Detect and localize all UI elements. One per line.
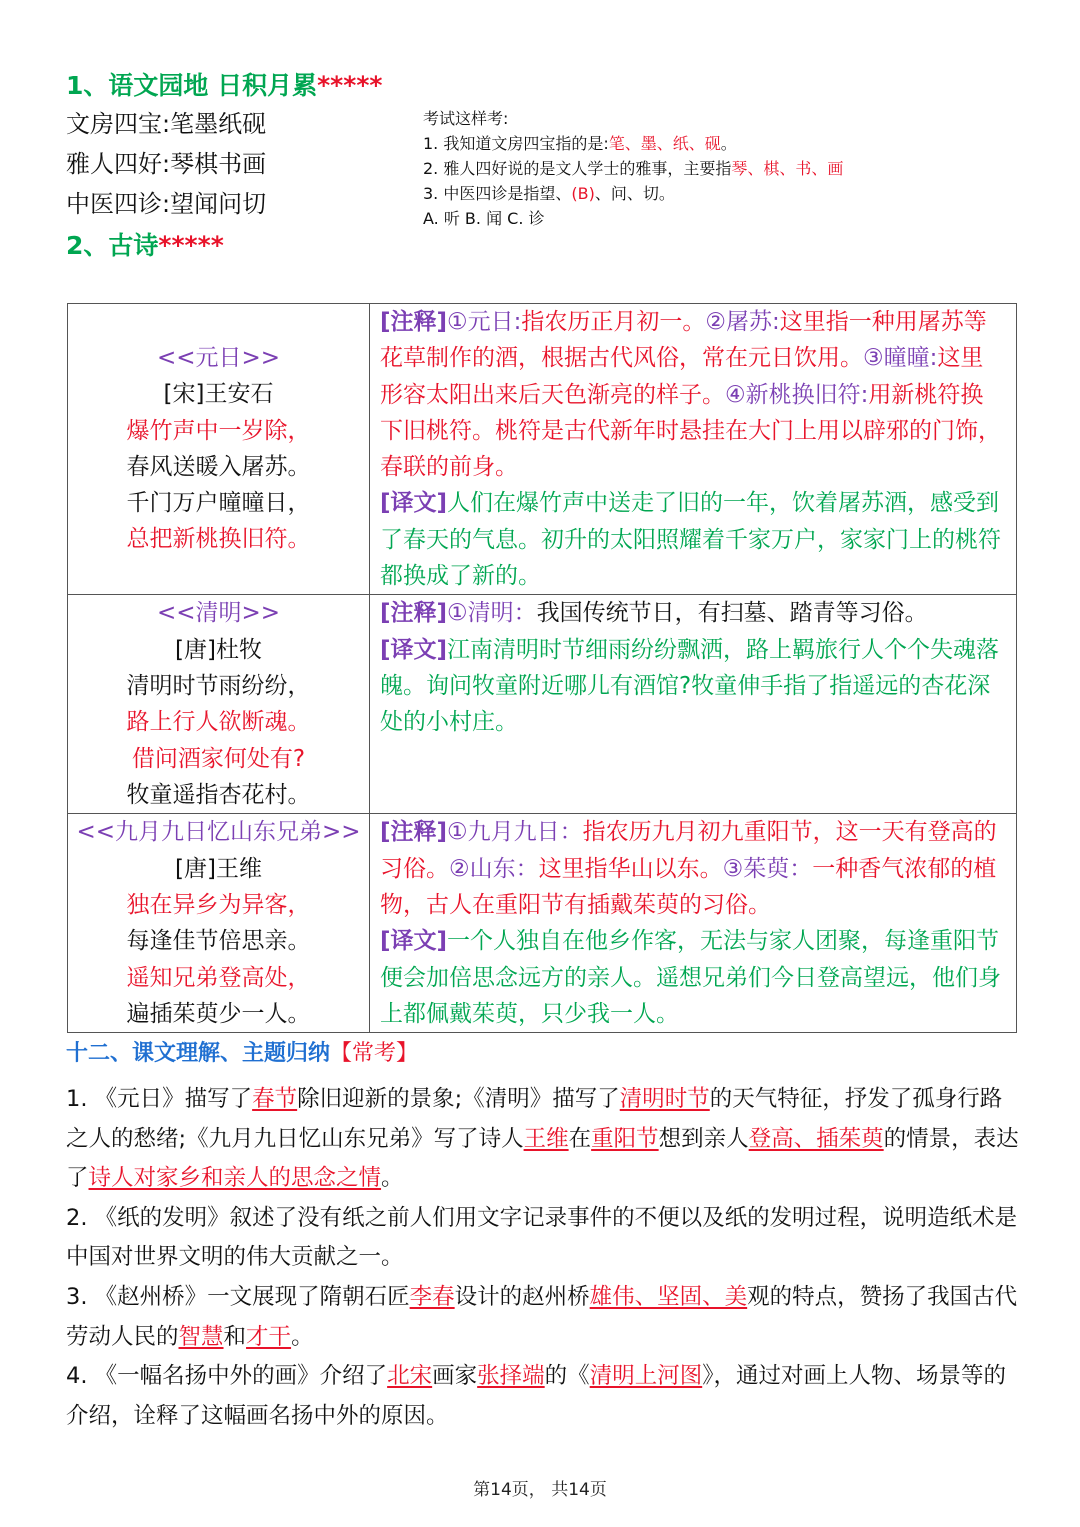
exam-question-1: 1. 我知道文房四宝指的是:笔、墨、纸、砚。 — [423, 134, 737, 153]
answer: 琴、棋、书、画 — [731, 159, 844, 178]
pair-item: 文房四宝:笔墨纸砚 — [66, 110, 267, 138]
annotation: [注释]①清明：我国传统节日，有扫墓、踏青等习俗。 — [380, 600, 928, 627]
summary-item: 1. 《元日》描写了春节除旧迎新的景象;《清明》描写了清明时节的天气特征，抒发了孤身行路之人的愁绪;《九月九日忆山东兄弟》写了诗人王维在重阳节想到亲人登高、插茱萸的情景，表达了诗人对家乡和亲人的思念之情。 — [66, 1086, 1019, 1192]
poem-text-cell — [68, 304, 370, 595]
importance-stars: ***** — [158, 231, 224, 260]
exam-box — [423, 106, 843, 231]
poem-title: <<元日>> — [156, 345, 281, 371]
translation: [译文]一个人独自在他乡作客，无法与家人团聚，每逢重阳节便会加倍思念远方的亲人。遥想兄弟们今日登高望远，他们身上都佩戴茱萸，只少我一人。 — [380, 928, 1001, 1027]
section-title-summary — [66, 1036, 418, 1067]
page-footer: 第14页， 共14页 — [473, 1480, 607, 1500]
poem-line: 牧童遥指杏花村。 — [126, 781, 311, 808]
summary-item: 3. 《赵州桥》一文展现了隋朝石匠李春设计的赵州桥雄伟、坚固、美观的特点，赞扬了我国古代劳动人民的智慧和才干。 — [66, 1283, 1018, 1350]
poem-line: 每逢佳节倍思亲。 — [126, 928, 311, 955]
section-title-text: 2、古诗 — [66, 231, 159, 260]
poem-text-cell — [68, 814, 370, 1033]
poem-author: [宋]王安石 — [163, 381, 274, 408]
poem-line: 独在异乡为异客， — [126, 891, 311, 918]
poem-title: <<清明>> — [156, 600, 281, 627]
poem-line: 千门万户曈曈日， — [126, 490, 311, 517]
poem-line: 借问酒家何处有? — [131, 745, 306, 772]
poem-notes-cell — [370, 304, 1017, 595]
poem-notes-cell — [370, 595, 1017, 814]
poem-title: <<九月九日忆山东兄弟>> — [76, 819, 361, 846]
table-row — [68, 814, 1017, 1033]
poem-line: 爆竹声中一岁除， — [126, 417, 311, 444]
poem-author: [唐]杜牧 — [175, 636, 262, 663]
answer: (B) — [571, 184, 595, 203]
summary-item: 2. 《纸的发明》叙述了没有纸之前人们用文字记录事件的不便以及纸的发明过程，说明造纸术是中国对世界文明的伟大贡献之一。 — [66, 1204, 1018, 1271]
frequent-tag: 【常考】 — [330, 1041, 419, 1066]
answer: 笔、墨、纸、砚 — [608, 134, 721, 153]
exam-question-3: 3. 中医四诊是指望、(B)、问、切。 — [423, 184, 675, 203]
pair-item: 雅人四好:琴棋书画 — [66, 150, 267, 178]
poems-table — [67, 303, 1017, 1033]
section-title-text: 十二、课文理解、主题归纳 — [66, 1041, 331, 1066]
exam-question-2: 2. 雅人四好说的是文人学士的雅事，主要指琴、棋、书、画 — [423, 159, 844, 178]
exam-options: A. 听 B. 闻 C. 诊 — [423, 209, 545, 228]
poem-author: [唐]王维 — [175, 855, 262, 882]
poem-notes-cell — [370, 814, 1017, 1033]
exam-heading: 考试这样考: — [423, 109, 509, 128]
translation: [译文]江南清明时节细雨纷纷飘洒，路上羁旅行人个个失魂落魄。询问牧童附近哪儿有酒馆?牧童伸手指了指遥远的杏花深处的小村庄。 — [380, 636, 1000, 736]
annotation: [注释]①元日:指农历正月初一。②屠苏:这里指一种用屠苏等花草制作的酒，根据古代风俗，常在元日饮用。③曈曈:这里形容太阳出来后天色渐亮的样子。④新桃换旧符:用新桃符换下旧桃符。桃符是古代新年时悬挂在大门上用以辟邪的门饰，春联的前身。 — [380, 309, 1001, 481]
importance-stars: ***** — [317, 71, 383, 100]
table-row — [68, 304, 1017, 595]
four-treasures-list — [66, 104, 266, 224]
section-title-text: 1、语文园地 日积月累 — [66, 71, 318, 100]
table-row — [68, 595, 1017, 814]
poem-line: 遥知兄弟登高处， — [126, 964, 311, 991]
section-title-ancient-poems — [66, 226, 224, 262]
annotation: [注释]①九月九日：指农历九月初九重阳节，这一天有登高的习俗。②山东：这里指华山以东。③茱萸：一种香气浓郁的植物，古人在重阳节有插戴茱萸的习俗。 — [380, 819, 997, 918]
poem-line: 春风送暖入屠苏。 — [126, 453, 311, 480]
section-title-rijiyuelei — [66, 66, 382, 102]
poem-line: 遍插茱萸少一人。 — [126, 1000, 311, 1027]
translation: [译文]人们在爆竹声中送走了旧的一年，饮着屠苏酒，感受到了春天的气息。初升的太阳照耀着千家万户，家家门上的桃符都换成了新的。 — [380, 490, 1001, 590]
poem-line: 清明时节雨纷纷， — [126, 672, 311, 699]
summary-list — [66, 1080, 1021, 1436]
poem-line: 路上行人欲断魂。 — [126, 709, 311, 736]
pair-item: 中医四诊:望闻问切 — [66, 190, 267, 218]
poem-text-cell — [68, 595, 370, 814]
summary-item: 4. 《一幅名扬中外的画》介绍了北宋画家张择端的《清明上河图》，通过对画上人物、场景等的介绍，诠释了这幅画名扬中外的原因。 — [66, 1363, 1006, 1429]
poem-line: 总把新桃换旧符。 — [126, 526, 311, 553]
